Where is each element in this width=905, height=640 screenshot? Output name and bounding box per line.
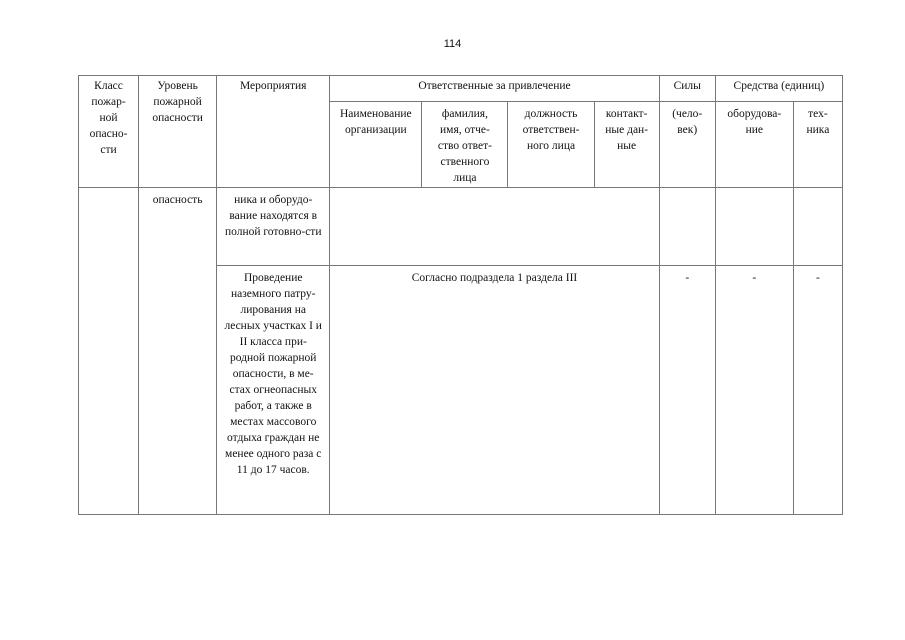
header-person-name [422,102,508,188]
header-org-name [330,102,422,188]
header-level [139,76,217,188]
header-org-name-text: Наименование организации [340,108,412,136]
cell-forces-2-text: - [685,272,690,284]
header-forces-text: Силы [673,80,701,92]
header-responsible-text: Ответственные за привлечение [418,80,571,92]
header-people [659,102,715,188]
cell-vehicles-2 [793,266,842,515]
header-contacts [594,102,659,188]
header-class-text: Класс пожар-ной опасно-сти [89,80,128,156]
cell-responsible-1 [330,188,659,266]
cell-measure-1-text: ника и оборудо-вание находятся в полной готовно-сти [224,194,322,238]
header-people-text: (чело-век) [672,108,703,136]
cell-equipment-2 [715,266,793,515]
header-equipment [715,102,793,188]
cell-class [79,188,139,515]
cell-level [139,188,217,515]
header-measures [217,76,330,188]
cell-forces-2 [659,266,715,515]
cell-responsible-2-text: Согласно подраздела 1 раздела III [411,272,578,284]
header-class [79,76,139,188]
header-forces [659,76,715,102]
cell-vehicles-2-text: - [816,272,820,284]
cell-measure-2-text: Проведение наземного патру-лирования на лесных участках I и II класса при-родной пожарной опасности, в ме-стах огнеопасных работ, а также в местах массового отдыха граждан не менее одного раза с 11 до 17 часов. [224,272,322,476]
header-means-text: Средства (единиц) [733,80,825,92]
header-position [508,102,594,188]
cell-vehicles-1 [793,188,842,266]
header-vehicles-text: тех-ника [806,108,830,136]
header-level-text: Уровень пожарной опасности [152,80,203,124]
cell-measure-2 [217,266,330,515]
header-contacts-text: контакт-ные дан-ные [605,108,649,152]
header-means [715,76,842,102]
fire-danger-measures-table [78,75,843,515]
header-equipment-text: оборудова-ние [727,108,782,136]
header-measures-text: Мероприятия [239,80,307,92]
cell-responsible-2 [330,266,659,515]
cell-level-text: опасность [152,194,203,206]
header-vehicles [793,102,842,188]
cell-equipment-1 [715,188,793,266]
page-number: 114 [443,38,462,50]
header-responsible [330,76,659,102]
cell-equipment-2-text: - [752,272,757,284]
cell-forces-1 [659,188,715,266]
cell-measure-1 [217,188,330,266]
header-position-text: должность ответствен-ного лица [522,108,580,152]
header-person-name-text: фамилия, имя, отче-ство ответ-ственного лица [437,108,492,184]
